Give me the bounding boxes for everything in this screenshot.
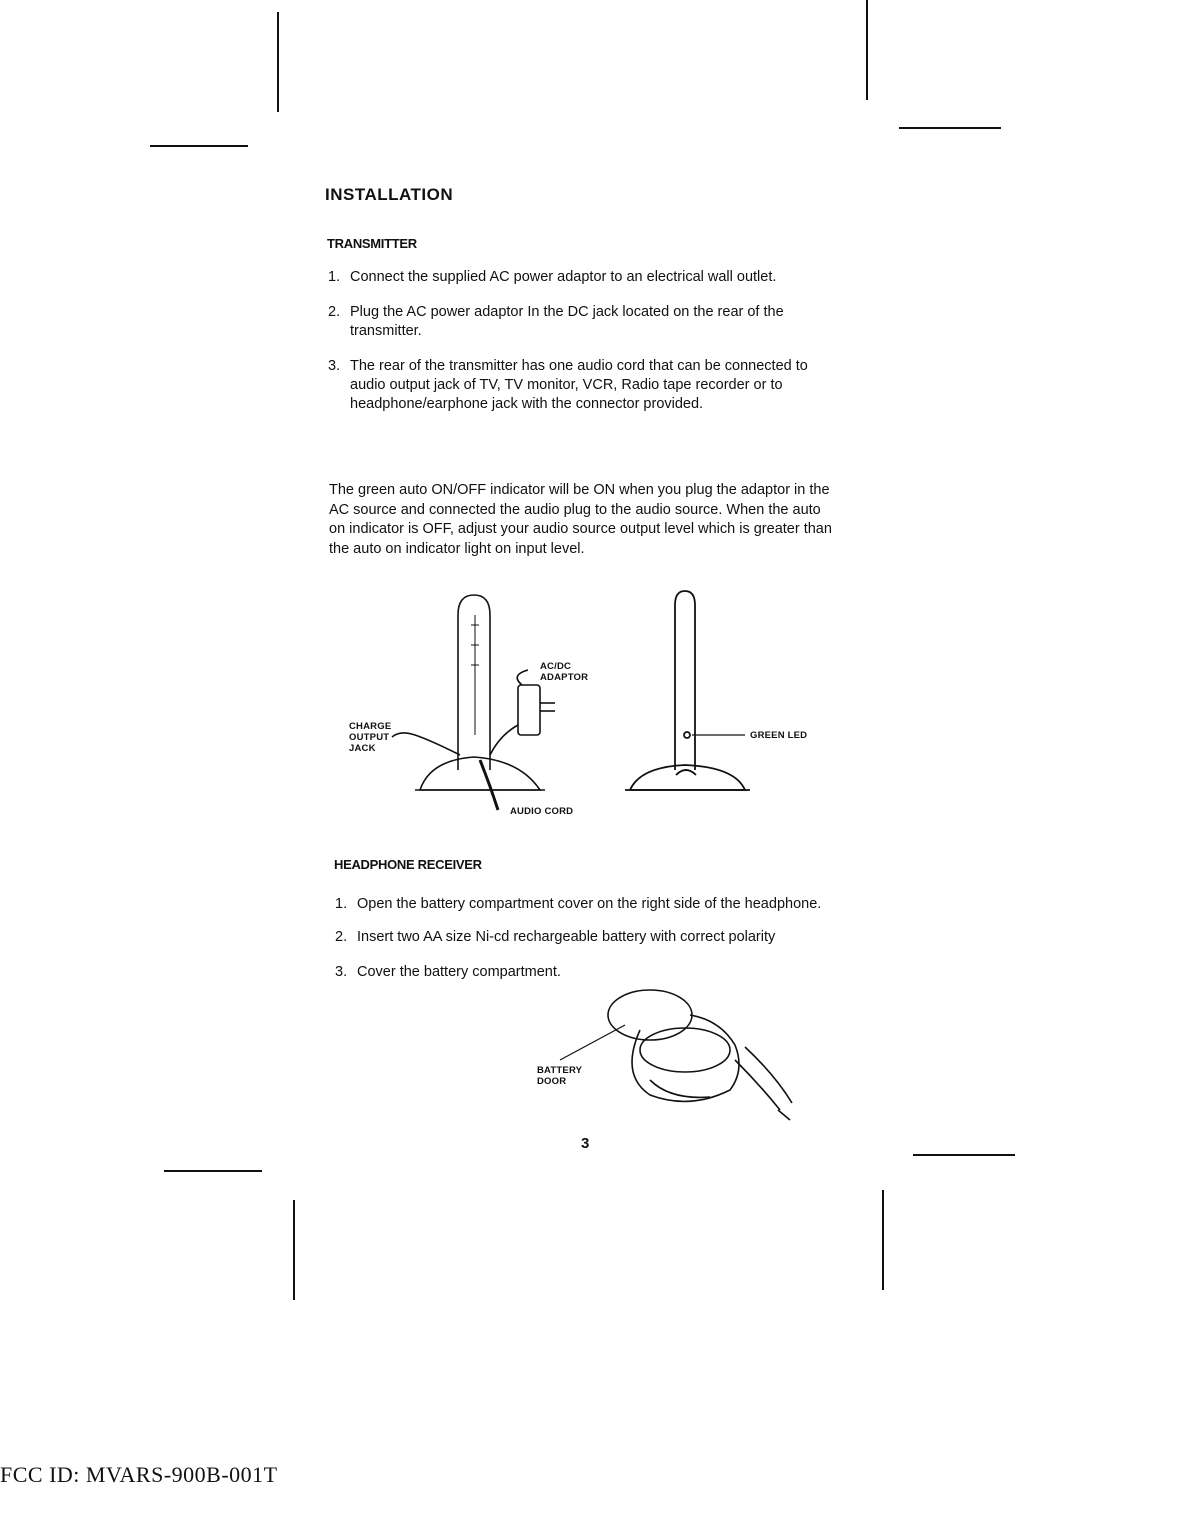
- receiver-heading: HEADPHONE RECEIVER: [334, 857, 482, 872]
- transmitter-heading: TRANSMITTER: [327, 236, 417, 251]
- transmitter-right-illustration: [625, 591, 750, 790]
- crop-mark-bottom-right-horizontal: [913, 1154, 1015, 1156]
- crop-mark-top-left-vertical: [277, 12, 279, 112]
- battery-door-label: BATTERY DOOR: [537, 1065, 583, 1087]
- headphone-figure: [540, 985, 810, 1125]
- audio-cord-label: AUDIO CORD: [510, 806, 574, 817]
- list-item: 3. Cover the battery compartment.: [335, 964, 561, 980]
- crop-mark-top-right-horizontal: [899, 127, 1001, 129]
- charge-output-jack-label: CHARGE OUTPUT JACK: [349, 721, 392, 754]
- list-item: 2. Insert two AA size Ni-cd rechargeable battery with correct polarity: [335, 929, 776, 945]
- list-item: 2. Plug the AC power adaptor In the DC jack located on the rear of the transmitter.: [328, 304, 784, 339]
- crop-mark-bottom-left-horizontal: [164, 1170, 262, 1172]
- transmitter-figure: [340, 585, 840, 825]
- auto-indicator-paragraph: The green auto ON/OFF indicator will be ON when you plug the adaptor in the AC source and connected the audio plug to the audio source. When the auto on indicator is OFF, adjust your audio source output level which is greater than the auto on indicator light on input level.: [329, 482, 832, 557]
- list-item: 3. The rear of the transmitter has one audio cord that can be connected to audio output jack of TV, TV monitor, VCR, Radio tape recorder or to headphone/earphone jack with the connector provided.: [328, 358, 808, 412]
- fcc-id: FCC ID: MVARS-900B-001T: [0, 1462, 278, 1487]
- green-led-label: GREEN LED: [750, 730, 808, 741]
- installation-title: INSTALLATION: [325, 185, 454, 204]
- page-number: 3: [581, 1135, 590, 1152]
- transmitter-left-illustration: [392, 595, 555, 810]
- adaptor-label: AC/DC ADAPTOR: [540, 661, 589, 683]
- crop-mark-bottom-left-vertical: [293, 1200, 295, 1300]
- crop-mark-top-right-vertical: [866, 0, 868, 100]
- crop-mark-bottom-right-vertical: [882, 1190, 884, 1290]
- list-item: 1. Open the battery compartment cover on the right side of the headphone.: [335, 896, 822, 912]
- transmitter-steps: [328, 268, 818, 430]
- crop-mark-top-left-horizontal: [150, 145, 248, 147]
- receiver-steps: [335, 895, 835, 998]
- list-item: 1. Connect the supplied AC power adaptor to an electrical wall outlet.: [328, 269, 777, 285]
